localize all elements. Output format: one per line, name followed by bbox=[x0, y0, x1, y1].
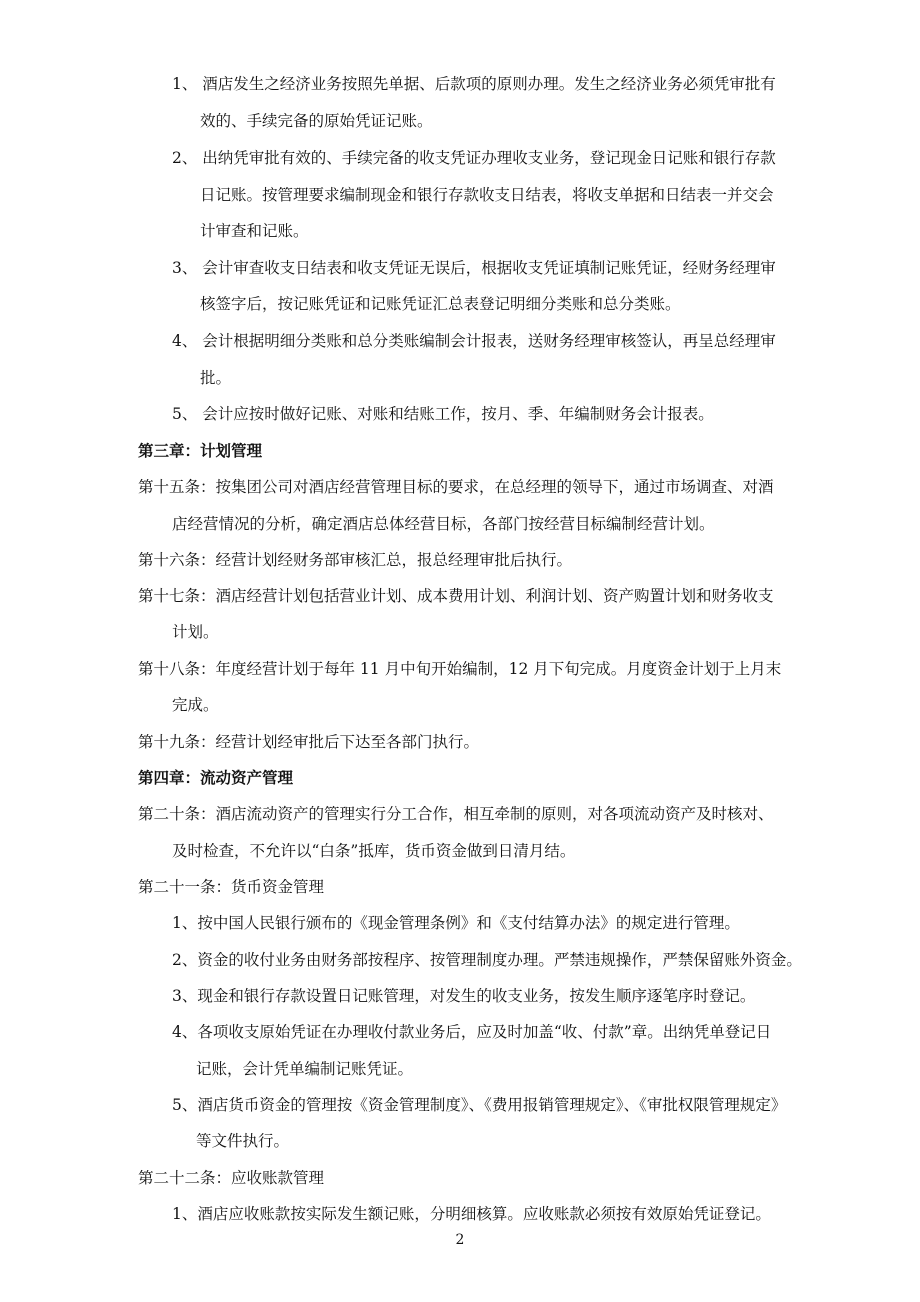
item-2-line-3: 计审查和记账。 bbox=[200, 222, 309, 240]
item-5-line-1: 5、 会计应按时做好记账、对账和结账工作，按月、季、年编制财务会计报表。 bbox=[172, 405, 714, 423]
article-21-heading: 第二十一条：货币资金管理 bbox=[138, 878, 325, 896]
page-number: 2 bbox=[455, 1232, 465, 1248]
article-21-item-5-line-1: 5、酒店货币资金的管理按《资金管理制度》、《费用报销管理规定》、《审批权限管理规定》 bbox=[172, 1096, 787, 1114]
article-22-heading: 第二十二条：应收账款管理 bbox=[138, 1169, 325, 1187]
article-15-line-2: 店经营情况的分析，确定酒店总体经营目标，各部门按经营目标编制经营计划。 bbox=[172, 515, 715, 533]
item-3-line-1: 3、 会计审查收支日结表和收支凭证无误后，根据收支凭证填制记账凭证，经财务经理审 bbox=[172, 259, 776, 277]
article-21-item-4-line-1: 4、各项收支原始凭证在办理收付款业务后，应及时加盖“收、付款”章。出纳凭单登记日 bbox=[172, 1023, 772, 1041]
article-15-line-1: 第十五条：按集团公司对酒店经营管理目标的要求，在总经理的领导下，通过市场调查、对酒 bbox=[138, 478, 774, 496]
article-21-item-2: 2、资金的收付业务由财务部按程序、按管理制度办理。严禁违规操作，严禁保留账外资金。 bbox=[172, 951, 802, 969]
item-1-line-1: 1、 酒店发生之经济业务按照先单据、后款项的原则办理。发生之经济业务必须凭审批有 bbox=[172, 75, 776, 93]
article-20-line-1: 第二十条：酒店流动资产的管理实行分工合作，相互牵制的原则，对各项流动资产及时核对、 bbox=[138, 805, 774, 823]
article-17-line-1: 第十七条：酒店经营计划包括营业计划、成本费用计划、利润计划、资产购置计划和财务收支 bbox=[138, 587, 774, 605]
article-19: 第十九条：经营计划经审批后下达至各部门执行。 bbox=[138, 733, 480, 751]
item-4-line-2: 批。 bbox=[200, 369, 232, 387]
article-21-item-3: 3、现金和银行存款设置日记账管理，对发生的收支业务，按发生顺序逐笔序时登记。 bbox=[172, 987, 756, 1005]
item-2-line-1: 2、 出纳凭审批有效的、手续完备的收支凭证办理收支业务，登记现金日记账和银行存款 bbox=[172, 149, 776, 167]
article-21-item-1: 1、按中国人民银行颁布的《现金管理条例》和《支付结算办法》的规定进行管理。 bbox=[172, 914, 740, 932]
item-3-line-2: 核签字后，按记账凭证和记账凭证汇总表登记明细分类账和总分类账。 bbox=[200, 295, 681, 313]
article-21-item-4-line-2: 记账，会计凭单编制记账凭证。 bbox=[196, 1060, 414, 1078]
article-21-item-5-line-2: 等文件执行。 bbox=[196, 1132, 290, 1150]
item-4-line-1: 4、 会计根据明细分类账和总分类账编制会计报表，送财务经理审核签认，再呈总经理审 bbox=[172, 332, 776, 350]
article-16: 第十六条：经营计划经财务部审核汇总，报总经理审批后执行。 bbox=[138, 551, 573, 569]
article-18-line-1: 第十八条：年度经营计划于每年 11 月中旬开始编制，12 月下旬完成。月度资金计划于上月末 bbox=[138, 660, 782, 678]
article-22-item-1: 1、酒店应收账款按实际发生额记账，分明细核算。应收账款必须按有效原始凭证登记。 bbox=[172, 1205, 771, 1223]
article-18-line-2: 完成。 bbox=[172, 696, 219, 714]
item-2-line-2: 日记账。按管理要求编制现金和银行存款收支日结表，将收支单据和日结表一并交会 bbox=[200, 186, 774, 204]
article-17-line-2: 计划。 bbox=[172, 623, 219, 641]
article-20-line-2: 及时检查，不允许以“白条”抵库，货币资金做到日清月结。 bbox=[172, 842, 576, 860]
chapter-4-heading: 第四章：流动资产管理 bbox=[138, 768, 294, 787]
item-1-line-2: 效的、手续完备的原始凭证记账。 bbox=[200, 112, 433, 130]
chapter-3-heading: 第三章：计划管理 bbox=[138, 441, 263, 460]
